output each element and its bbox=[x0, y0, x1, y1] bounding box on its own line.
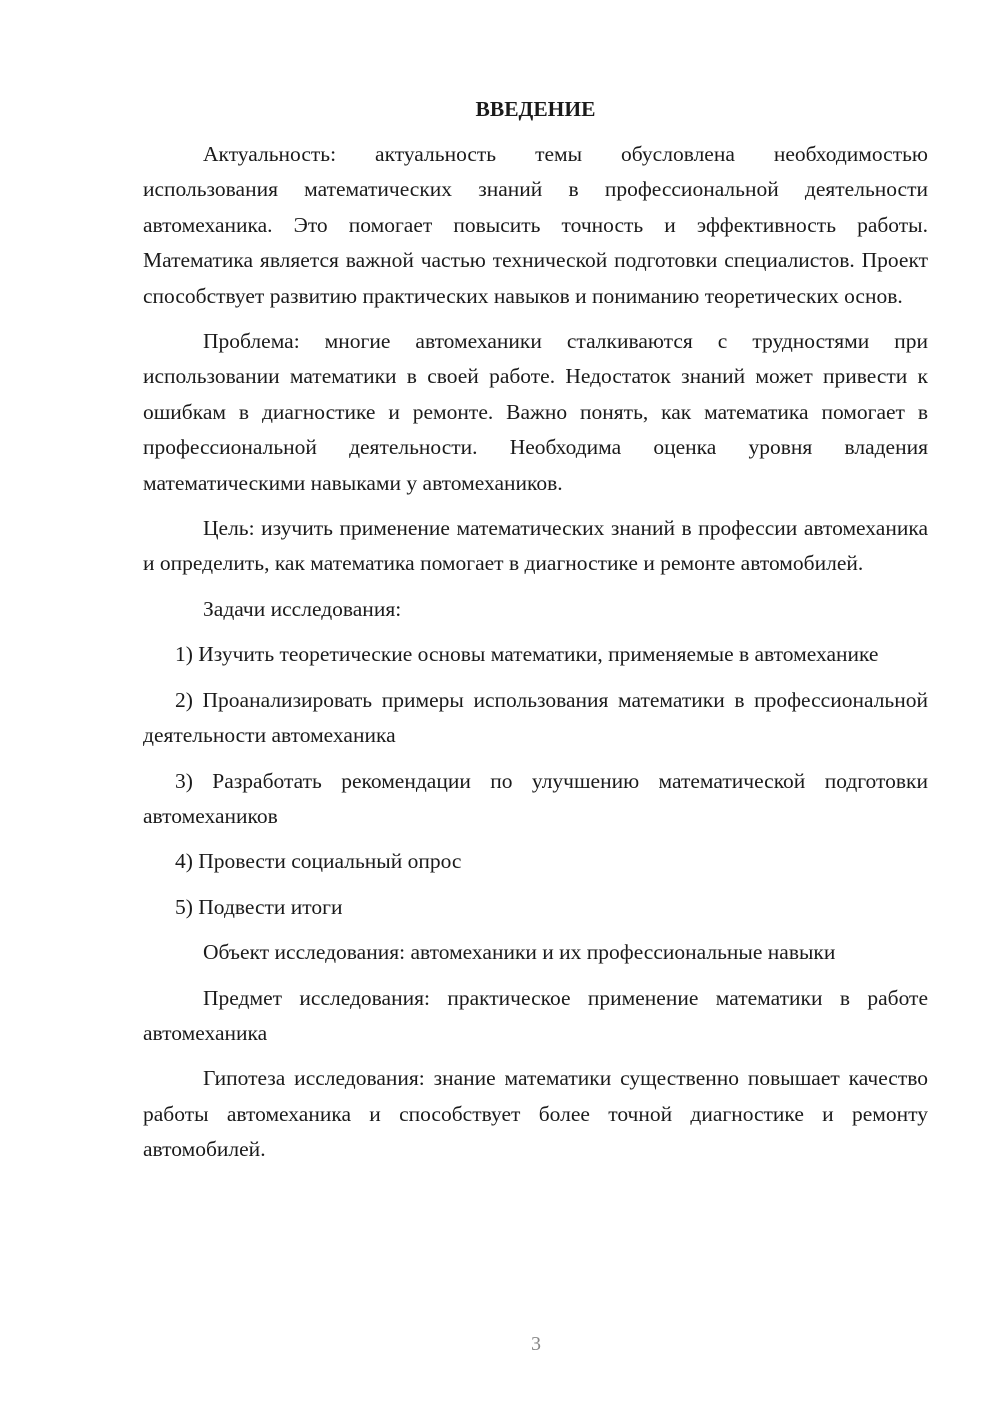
task-item-1: 1) Изучить теоретические основы математики, применяемые в автомеханике bbox=[175, 642, 879, 667]
paragraph-goal: Цель: изучить применение математических знаний в профессии автомеханика и определить, как математика помогает в диагностике и ремонте автомобилей. bbox=[143, 516, 928, 576]
page-title: ВВЕДЕНИЕ bbox=[475, 97, 596, 121]
paragraph-relevance: Актуальность: актуальность темы обусловлена необходимостью использования математических знаний в профессиональной деятельности автомеханика. Это помогает повысить точность и эффективность работы. Математика является важной частью технической подготовки специалистов. Проект способствует развитию практических навыков и пониманию теоретических основ. bbox=[143, 142, 928, 308]
paragraph-hypothesis: Гипотеза исследования: знание математики существенно повышает качество работы автомеханика и способствует более точной диагностике и ремонту автомобилей. bbox=[143, 1066, 928, 1162]
task-item-2: 2) Проанализировать примеры использования математики в профессиональной деятельности автомеханика bbox=[143, 687, 928, 748]
tasks-heading: Задачи исследования: bbox=[203, 596, 402, 621]
paragraph-object: Объект исследования: автомеханики и их профессиональные навыки bbox=[203, 940, 836, 965]
task-item-5: 5) Подвести итоги bbox=[175, 894, 343, 919]
paragraph-subject: Предмет исследования: практическое применение математики в работе автомеханика bbox=[143, 985, 928, 1045]
task-item-4: 4) Провести социальный опрос bbox=[175, 849, 462, 874]
page-number: 3 bbox=[531, 1333, 541, 1355]
paragraph-problem: Проблема: многие автомеханики сталкиваются с трудностями при использовании математики в своей работе. Недостаток знаний может привести к ошибкам в диагностике и ремонте. Важно понять, как математика помогает в профессиональной деятельности. Необходима оценка уровня владения математическими навыками у автомехаников. bbox=[143, 329, 928, 495]
page-body bbox=[143, 92, 928, 1178]
task-item-3: 3) Разработать рекомендации по улучшению математической подготовки автомехаников bbox=[143, 768, 928, 828]
